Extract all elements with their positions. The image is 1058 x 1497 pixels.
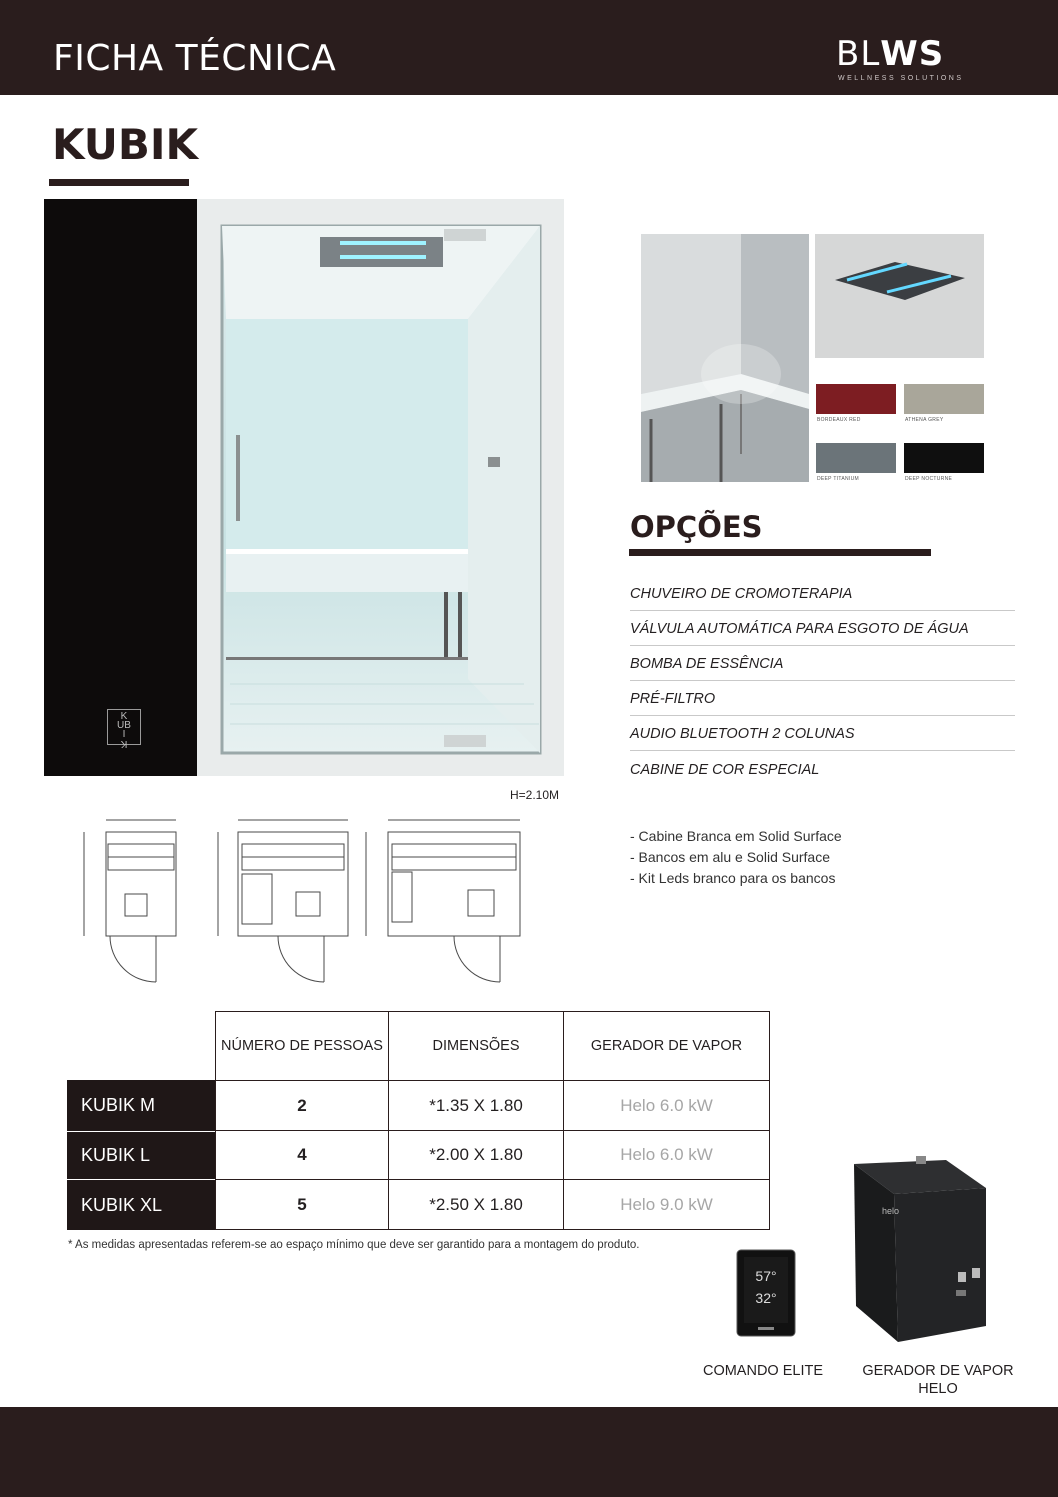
option-item: AUDIO BLUETOOTH 2 COLUNAS xyxy=(630,716,1015,751)
generator-caption-line: HELO xyxy=(918,1381,958,1397)
controller-temp-1: 57° xyxy=(755,1268,777,1284)
row-generator: Helo 6.0 kW xyxy=(563,1080,770,1131)
table-footnote: * As medidas apresentadas referem-se ao espaço mínimo que deve ser garantido para a montagem do produto. xyxy=(68,1239,640,1251)
generator-caption xyxy=(858,1362,1018,1398)
row-persons: 5 xyxy=(215,1179,389,1230)
led-bench-photo xyxy=(641,234,809,482)
option-item: BOMBA DE ESSÊNCIA xyxy=(630,646,1015,681)
option-item: PRÉ-FILTRO xyxy=(630,681,1015,716)
document-title: FICHA TÉCNICA xyxy=(53,38,337,79)
option-item: CHUVEIRO DE CROMOTERAPIA xyxy=(630,576,1015,611)
brand-mark-line: I xyxy=(122,729,126,740)
swatch-label: BORDEAUX RED xyxy=(817,417,861,423)
blws-logo xyxy=(836,34,944,74)
brand-mark-line: K xyxy=(120,738,128,749)
generator-brand: helo xyxy=(882,1206,900,1216)
row-persons: 2 xyxy=(215,1080,389,1131)
header-dimensions: DIMENSÕES xyxy=(388,1011,564,1081)
plan-kubik-xl xyxy=(366,820,520,982)
row-model: KUBIK XL xyxy=(67,1180,215,1230)
options-underline xyxy=(629,549,931,556)
chromotherapy-shower-photo xyxy=(815,234,984,358)
row-dimensions: *2.50 X 1.80 xyxy=(388,1179,564,1230)
brand-mark-line: K xyxy=(120,711,128,722)
features-list xyxy=(630,826,842,889)
row-model: KUBIK M xyxy=(67,1080,215,1131)
brand-mark-line: UB xyxy=(117,720,131,731)
elite-controller-image xyxy=(736,1249,796,1337)
plan-kubik-l xyxy=(218,820,348,982)
feature-note: - Bancos em alu e Solid Surface xyxy=(630,849,830,865)
swatch-athena-grey xyxy=(904,384,984,414)
feature-note: - Kit Leds branco para os bancos xyxy=(630,870,836,886)
logo-bold-text: WS xyxy=(880,34,945,74)
row-dimensions: *2.00 X 1.80 xyxy=(388,1130,564,1180)
header-generator: GERADOR DE VAPOR xyxy=(563,1011,770,1081)
row-persons: 4 xyxy=(215,1130,389,1180)
controller-temp-2: 32° xyxy=(755,1290,777,1306)
swatch-deep-nocturne xyxy=(904,443,984,473)
row-model: KUBIK L xyxy=(67,1132,215,1179)
swatch-deep-titanium xyxy=(816,443,896,473)
helo-steam-generator-image xyxy=(846,1156,996,1346)
logo-light-text: BL xyxy=(836,34,881,74)
row-dimensions: *1.35 X 1.80 xyxy=(388,1080,564,1131)
swatch-label: ATHENA GREY xyxy=(905,417,944,423)
options-title: OPÇÕES xyxy=(630,510,763,544)
logo-tagline: WELLNESS SOLUTIONS xyxy=(838,75,964,82)
swatch-bordeaux-red xyxy=(816,384,896,414)
kubik-brand-mark xyxy=(107,709,141,749)
option-item: CABINE DE COR ESPECIAL xyxy=(630,762,820,778)
cabin-photo xyxy=(44,199,564,776)
header-persons: NÚMERO DE PESSOAS xyxy=(215,1011,389,1081)
spec-table xyxy=(67,1011,770,1231)
row-generator: Helo 9.0 kW xyxy=(563,1179,770,1230)
plan-kubik-m xyxy=(84,820,176,982)
swatch-label: DEEP TITANIUM xyxy=(817,476,859,482)
height-note: H=2.10M xyxy=(510,788,560,802)
generator-caption-line: GERADOR DE VAPOR xyxy=(862,1363,1014,1379)
title-underline xyxy=(49,179,189,186)
footer-bar xyxy=(0,1407,1058,1497)
swatch-label: DEEP NOCTURNE xyxy=(905,476,953,482)
floor-plan-drawings xyxy=(70,812,530,992)
product-title: KUBIK xyxy=(52,120,199,169)
feature-note: - Cabine Branca em Solid Surface xyxy=(630,828,842,844)
controller-caption: COMANDO ELITE xyxy=(702,1363,824,1379)
option-item: VÁLVULA AUTOMÁTICA PARA ESGOTO DE ÁGUA xyxy=(630,611,1015,646)
row-generator: Helo 6.0 kW xyxy=(563,1130,770,1180)
